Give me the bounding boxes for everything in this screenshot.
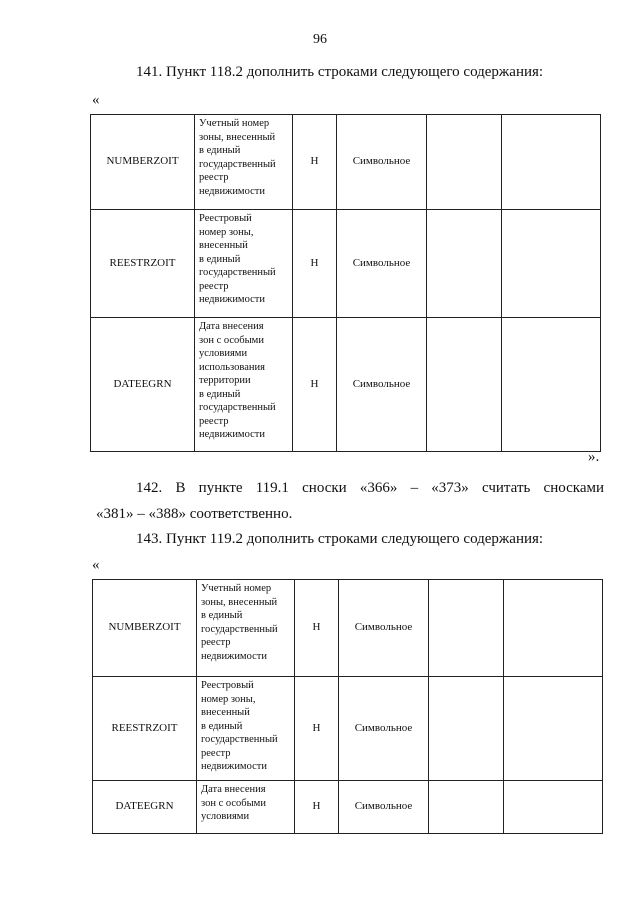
paragraph-142-line1: 142. В пункте 119.1 сноски «366» – «373» считать сносками <box>136 480 604 496</box>
table-row <box>91 210 601 318</box>
empty-cell-2 <box>502 115 601 210</box>
page-number: 96 <box>313 32 327 47</box>
description-line: номер зоны, <box>201 693 256 705</box>
opening-quote-2: « <box>92 557 100 573</box>
field-code-cell: NUMBERZOIT <box>93 580 197 677</box>
description-line: зоны, внесенный <box>199 131 276 143</box>
empty-cell-2 <box>502 318 601 452</box>
field-type-cell: Символьное <box>339 781 429 834</box>
description-line: недвижимости <box>199 294 265 305</box>
description-line: реестр <box>199 280 229 292</box>
empty-cell-2 <box>504 781 603 834</box>
empty-cell-2 <box>502 210 601 318</box>
description-line: реестр <box>201 637 231 648</box>
empty-cell-1 <box>427 318 502 452</box>
empty-cell-1 <box>429 580 504 677</box>
description-line: в единый <box>201 720 243 732</box>
description-line: Реестровый <box>199 213 252 224</box>
description-line: Дата внесения <box>199 321 264 332</box>
description-line: зон с особыми <box>201 797 266 809</box>
table-row <box>91 318 601 452</box>
field-type-cell: Символьное <box>337 318 427 452</box>
field-requirement-cell: Н <box>295 781 339 834</box>
field-description-cell <box>195 115 293 210</box>
table-row <box>93 677 603 781</box>
field-description-cell <box>197 580 295 677</box>
description-line: Дата внесения <box>201 784 266 795</box>
field-type-cell: Символьное <box>337 115 427 210</box>
empty-cell-1 <box>429 677 504 781</box>
description-line: условиями <box>201 811 250 822</box>
description-line: реестр <box>199 415 229 427</box>
field-description-cell <box>197 781 295 834</box>
paragraph-142-line2: «381» – «388» соответственно. <box>96 506 293 522</box>
field-requirement-cell: Н <box>295 580 339 677</box>
description-line: государственный <box>201 623 278 635</box>
description-line: в единый <box>199 388 241 400</box>
field-code-cell: NUMBERZOIT <box>91 115 195 210</box>
description-line: Учетный номер <box>201 583 272 594</box>
description-line: в единый <box>199 145 241 156</box>
field-requirement-cell: Н <box>293 210 337 318</box>
opening-quote-1: « <box>92 92 100 108</box>
description-line: условиями <box>199 348 248 359</box>
description-line: государственный <box>199 402 276 413</box>
field-code-cell: REESTRZOIT <box>93 677 197 781</box>
closing-quote-1: ». <box>588 449 600 465</box>
description-line: внесенный <box>201 707 250 718</box>
empty-cell-1 <box>427 210 502 318</box>
empty-cell-2 <box>504 677 603 781</box>
table-row <box>93 781 603 834</box>
description-line: зон с особыми <box>199 334 264 346</box>
description-line: номер зоны, <box>199 226 254 238</box>
description-line: недвижимости <box>199 429 265 440</box>
field-code-cell: DATEEGRN <box>93 781 197 834</box>
description-line: внесенный <box>199 240 248 251</box>
field-type-cell: Символьное <box>339 677 429 781</box>
field-code-cell: DATEEGRN <box>91 318 195 452</box>
paragraph-143: 143. Пункт 119.2 дополнить строками следующего содержания: <box>136 531 544 547</box>
description-line: недвижимости <box>201 650 267 662</box>
table-row <box>91 115 601 210</box>
paragraph-141: 141. Пункт 118.2 дополнить строками следующего содержания: <box>136 64 544 80</box>
description-line: государственный <box>201 734 278 745</box>
field-requirement-cell: Н <box>295 677 339 781</box>
description-line: реестр <box>199 172 229 183</box>
description-line: Реестровый <box>201 680 254 691</box>
description-line: использования <box>199 361 265 373</box>
table-row <box>93 580 603 677</box>
field-type-cell: Символьное <box>337 210 427 318</box>
field-code-cell: REESTRZOIT <box>91 210 195 318</box>
description-line: территории <box>199 375 251 386</box>
empty-cell-1 <box>427 115 502 210</box>
description-line: зоны, внесенный <box>201 596 278 608</box>
table-118-2 <box>90 114 601 452</box>
description-line: государственный <box>199 267 276 278</box>
field-description-cell <box>195 210 293 318</box>
field-description-cell <box>195 318 293 452</box>
description-line: в единый <box>201 610 243 621</box>
empty-cell-1 <box>429 781 504 834</box>
field-description-cell <box>197 677 295 781</box>
empty-cell-2 <box>504 580 603 677</box>
description-line: недвижимости <box>201 761 267 772</box>
description-line: государственный <box>199 158 276 170</box>
description-line: Учетный номер <box>199 118 270 129</box>
field-type-cell: Символьное <box>339 580 429 677</box>
description-line: реестр <box>201 747 231 759</box>
field-requirement-cell: Н <box>293 115 337 210</box>
field-requirement-cell: Н <box>293 318 337 452</box>
description-line: недвижимости <box>199 185 265 197</box>
description-line: в единый <box>199 253 241 265</box>
table-119-2 <box>92 579 603 834</box>
